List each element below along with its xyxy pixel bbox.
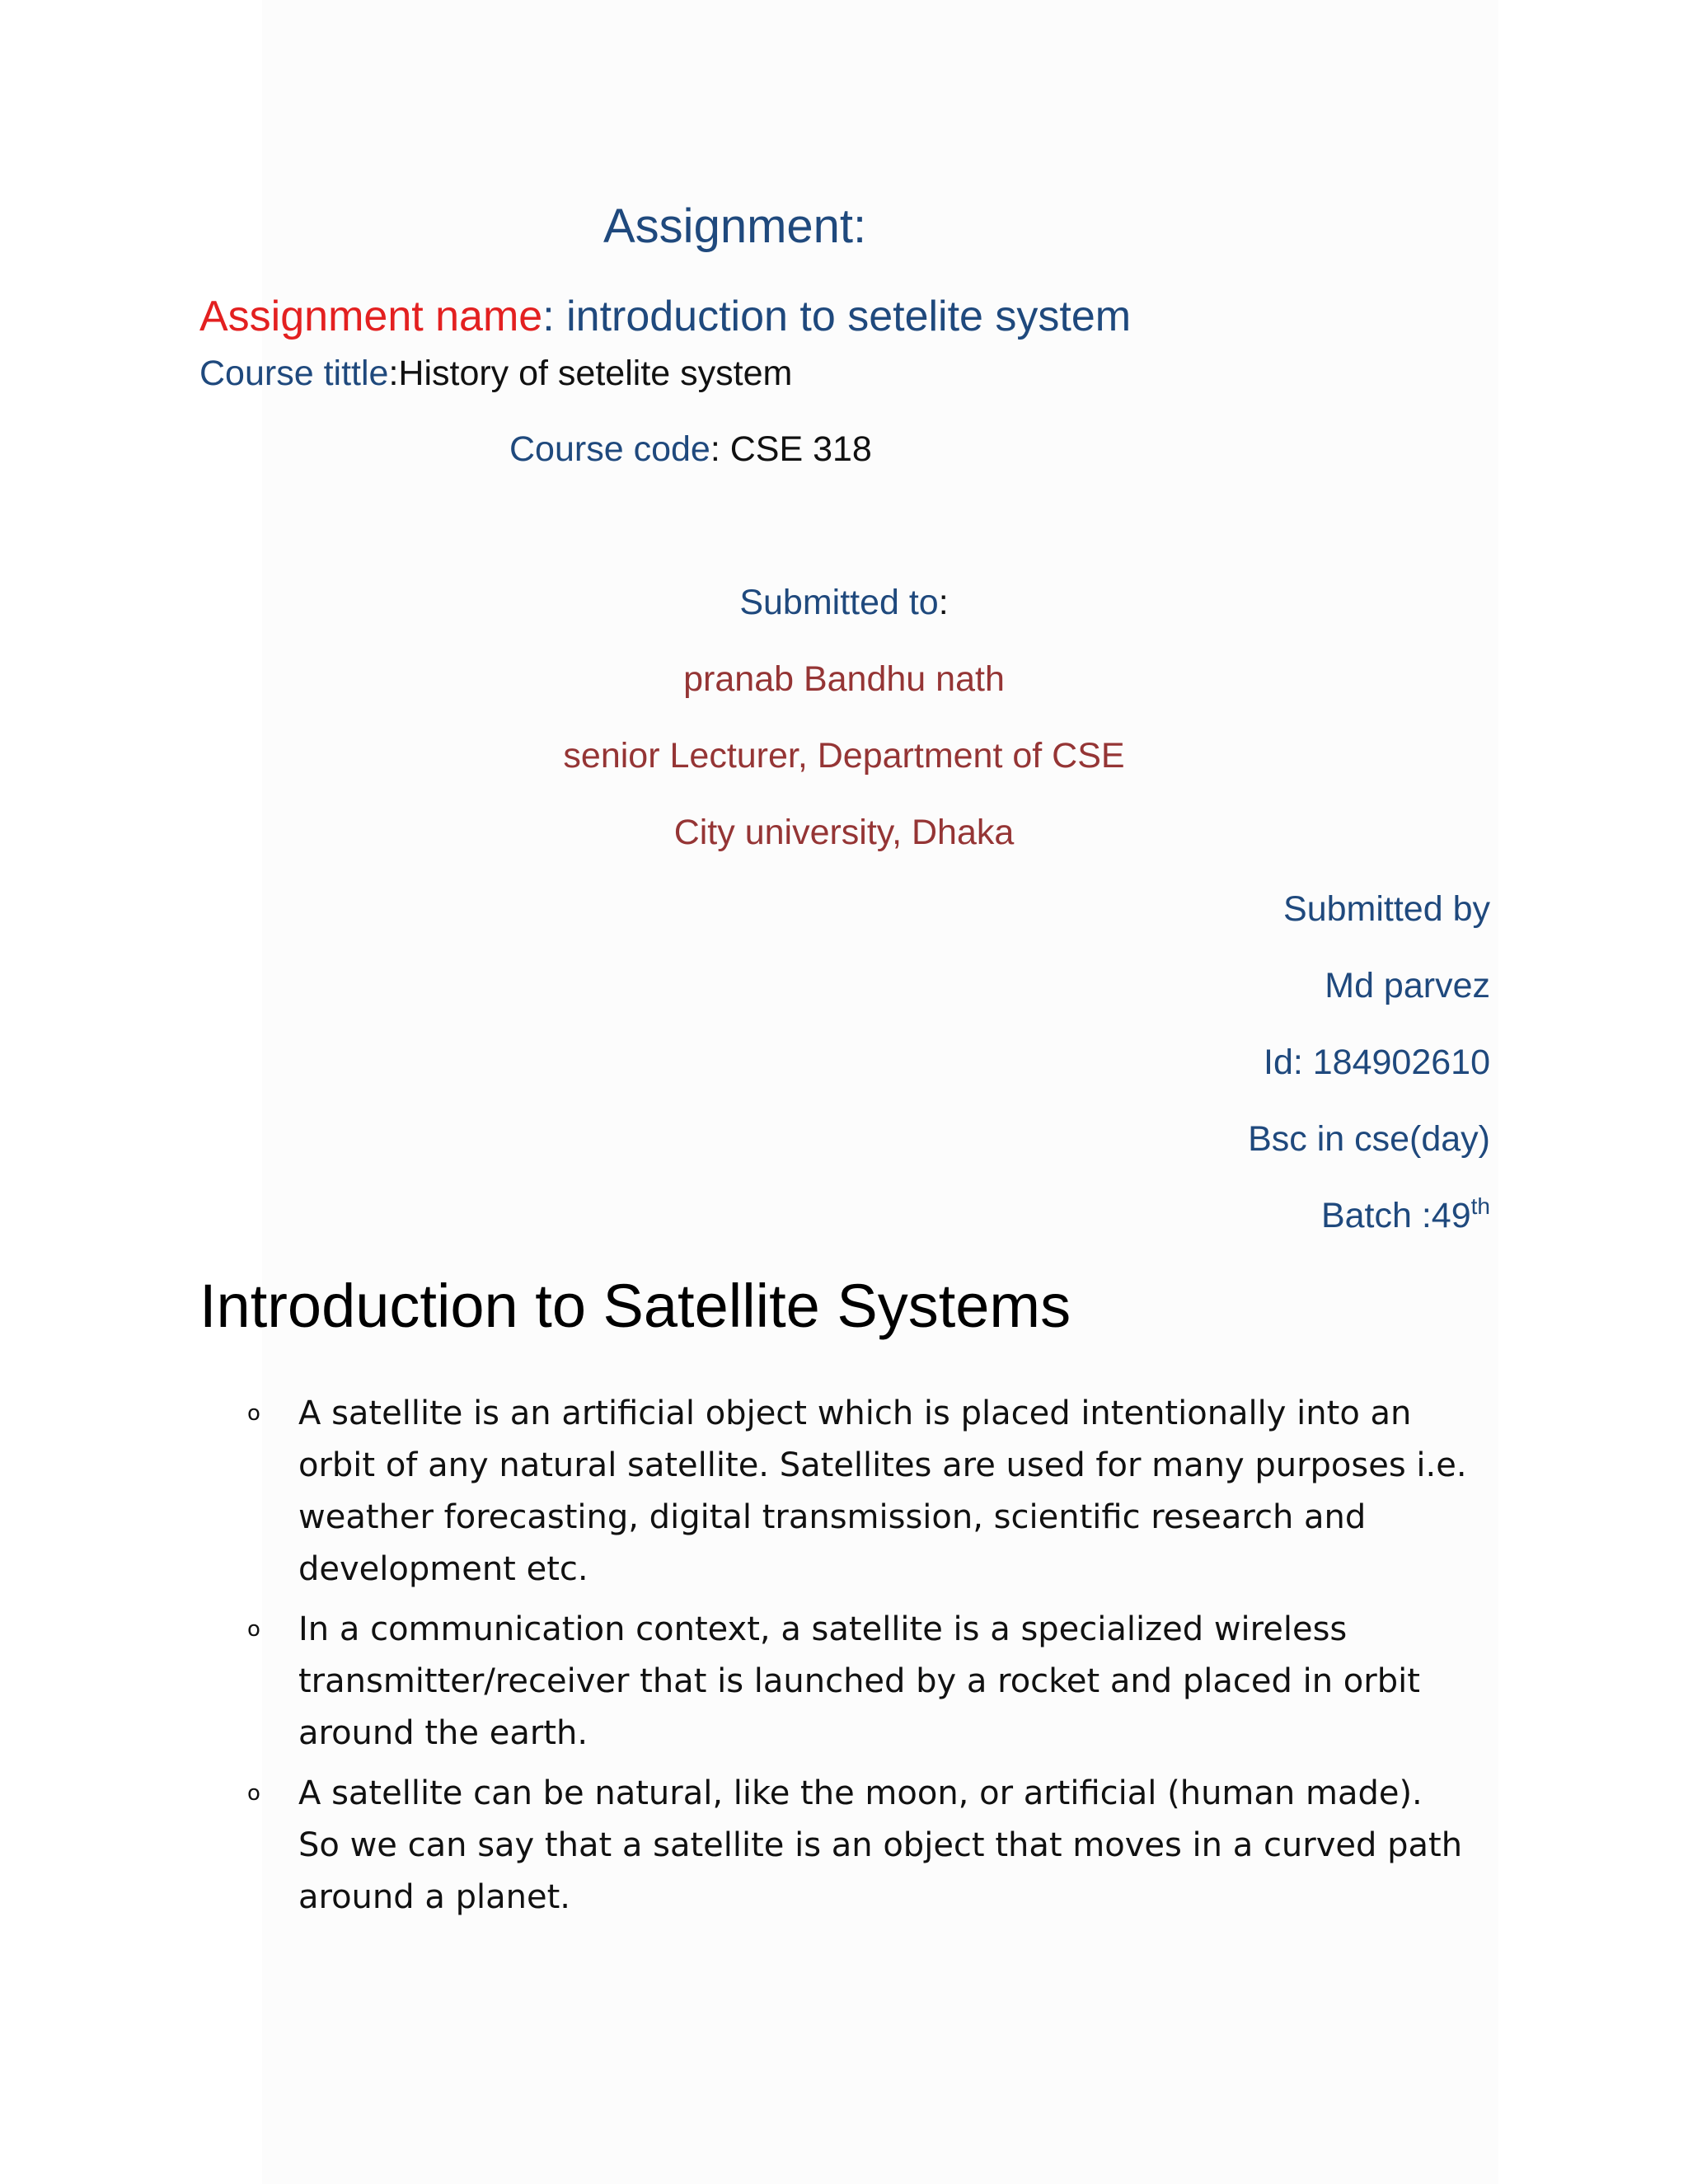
course-code-separator: :: [710, 429, 730, 469]
course-title-separator: :: [388, 354, 399, 393]
assignment-name-value: introduction to setelite system: [566, 293, 1132, 340]
course-code-label: Course code: [509, 429, 710, 469]
bullet-line: around the earth.: [298, 1714, 588, 1752]
submitted-to-label: [0, 585, 1688, 621]
bullet-line: A satellite is an artificial object which is placed intentionally into an: [298, 1394, 1412, 1432]
submitted-by-label: Submitted by: [1283, 889, 1490, 929]
assignment-name-label: Assignment name: [199, 293, 543, 340]
bullet-item: [247, 1388, 1510, 1596]
batch-ordinal-suffix: th: [1470, 1193, 1490, 1219]
assignment-name-separator: :: [542, 293, 567, 340]
submitted-to-separator: :: [938, 583, 949, 622]
bullet-line: In a communication context, a satellite is a specialized wireless: [298, 1610, 1348, 1648]
bullet-item: [247, 1768, 1510, 1924]
teacher-university: City university, Dhaka: [673, 813, 1015, 852]
bullet-marker: o: [247, 1617, 260, 1642]
teacher-name: pranab Bandhu nath: [683, 659, 1005, 699]
bullet-line: development etc.: [298, 1550, 588, 1588]
student-batch: [1320, 1193, 1490, 1235]
course-title-label: Course tittle: [199, 354, 389, 393]
bullet-marker: o: [247, 1781, 260, 1806]
course-title-line: [199, 356, 792, 391]
batch-text: Batch :49: [1320, 1196, 1471, 1235]
section-heading: Introduction to Satellite Systems: [199, 1272, 1071, 1340]
course-title-value: History of setelite system: [398, 354, 793, 393]
bullet-line: orbit of any natural satellite. Satellites are used for many purposes i.e.: [298, 1446, 1467, 1484]
submitted-to-text: Submitted to: [739, 583, 939, 622]
course-code-line: [509, 429, 872, 469]
course-code-value: CSE 318: [729, 429, 872, 469]
teacher-title: senior Lecturer, Department of CSE: [563, 736, 1125, 776]
bullet-line: weather forecasting, digital transmission, scientific research and: [298, 1498, 1367, 1536]
assignment-heading: Assignment:: [603, 199, 867, 253]
assignment-name-line: [199, 295, 1131, 338]
student-name: Md parvez: [1325, 966, 1490, 1005]
bullet-line: around a planet.: [298, 1878, 570, 1916]
bullet-line: So we can say that a satellite is an object that moves in a curved path: [298, 1826, 1463, 1864]
bullet-item: [247, 1604, 1510, 1760]
bullet-line: transmitter/receiver that is launched by a rocket and placed in orbit: [298, 1662, 1420, 1700]
student-program: Bsc in cse(day): [1248, 1119, 1490, 1159]
bullet-line: A satellite can be natural, like the moon, or artificial (human made).: [298, 1774, 1423, 1812]
student-id: Id: 184902610: [1264, 1043, 1490, 1082]
bullet-marker: o: [247, 1401, 260, 1426]
